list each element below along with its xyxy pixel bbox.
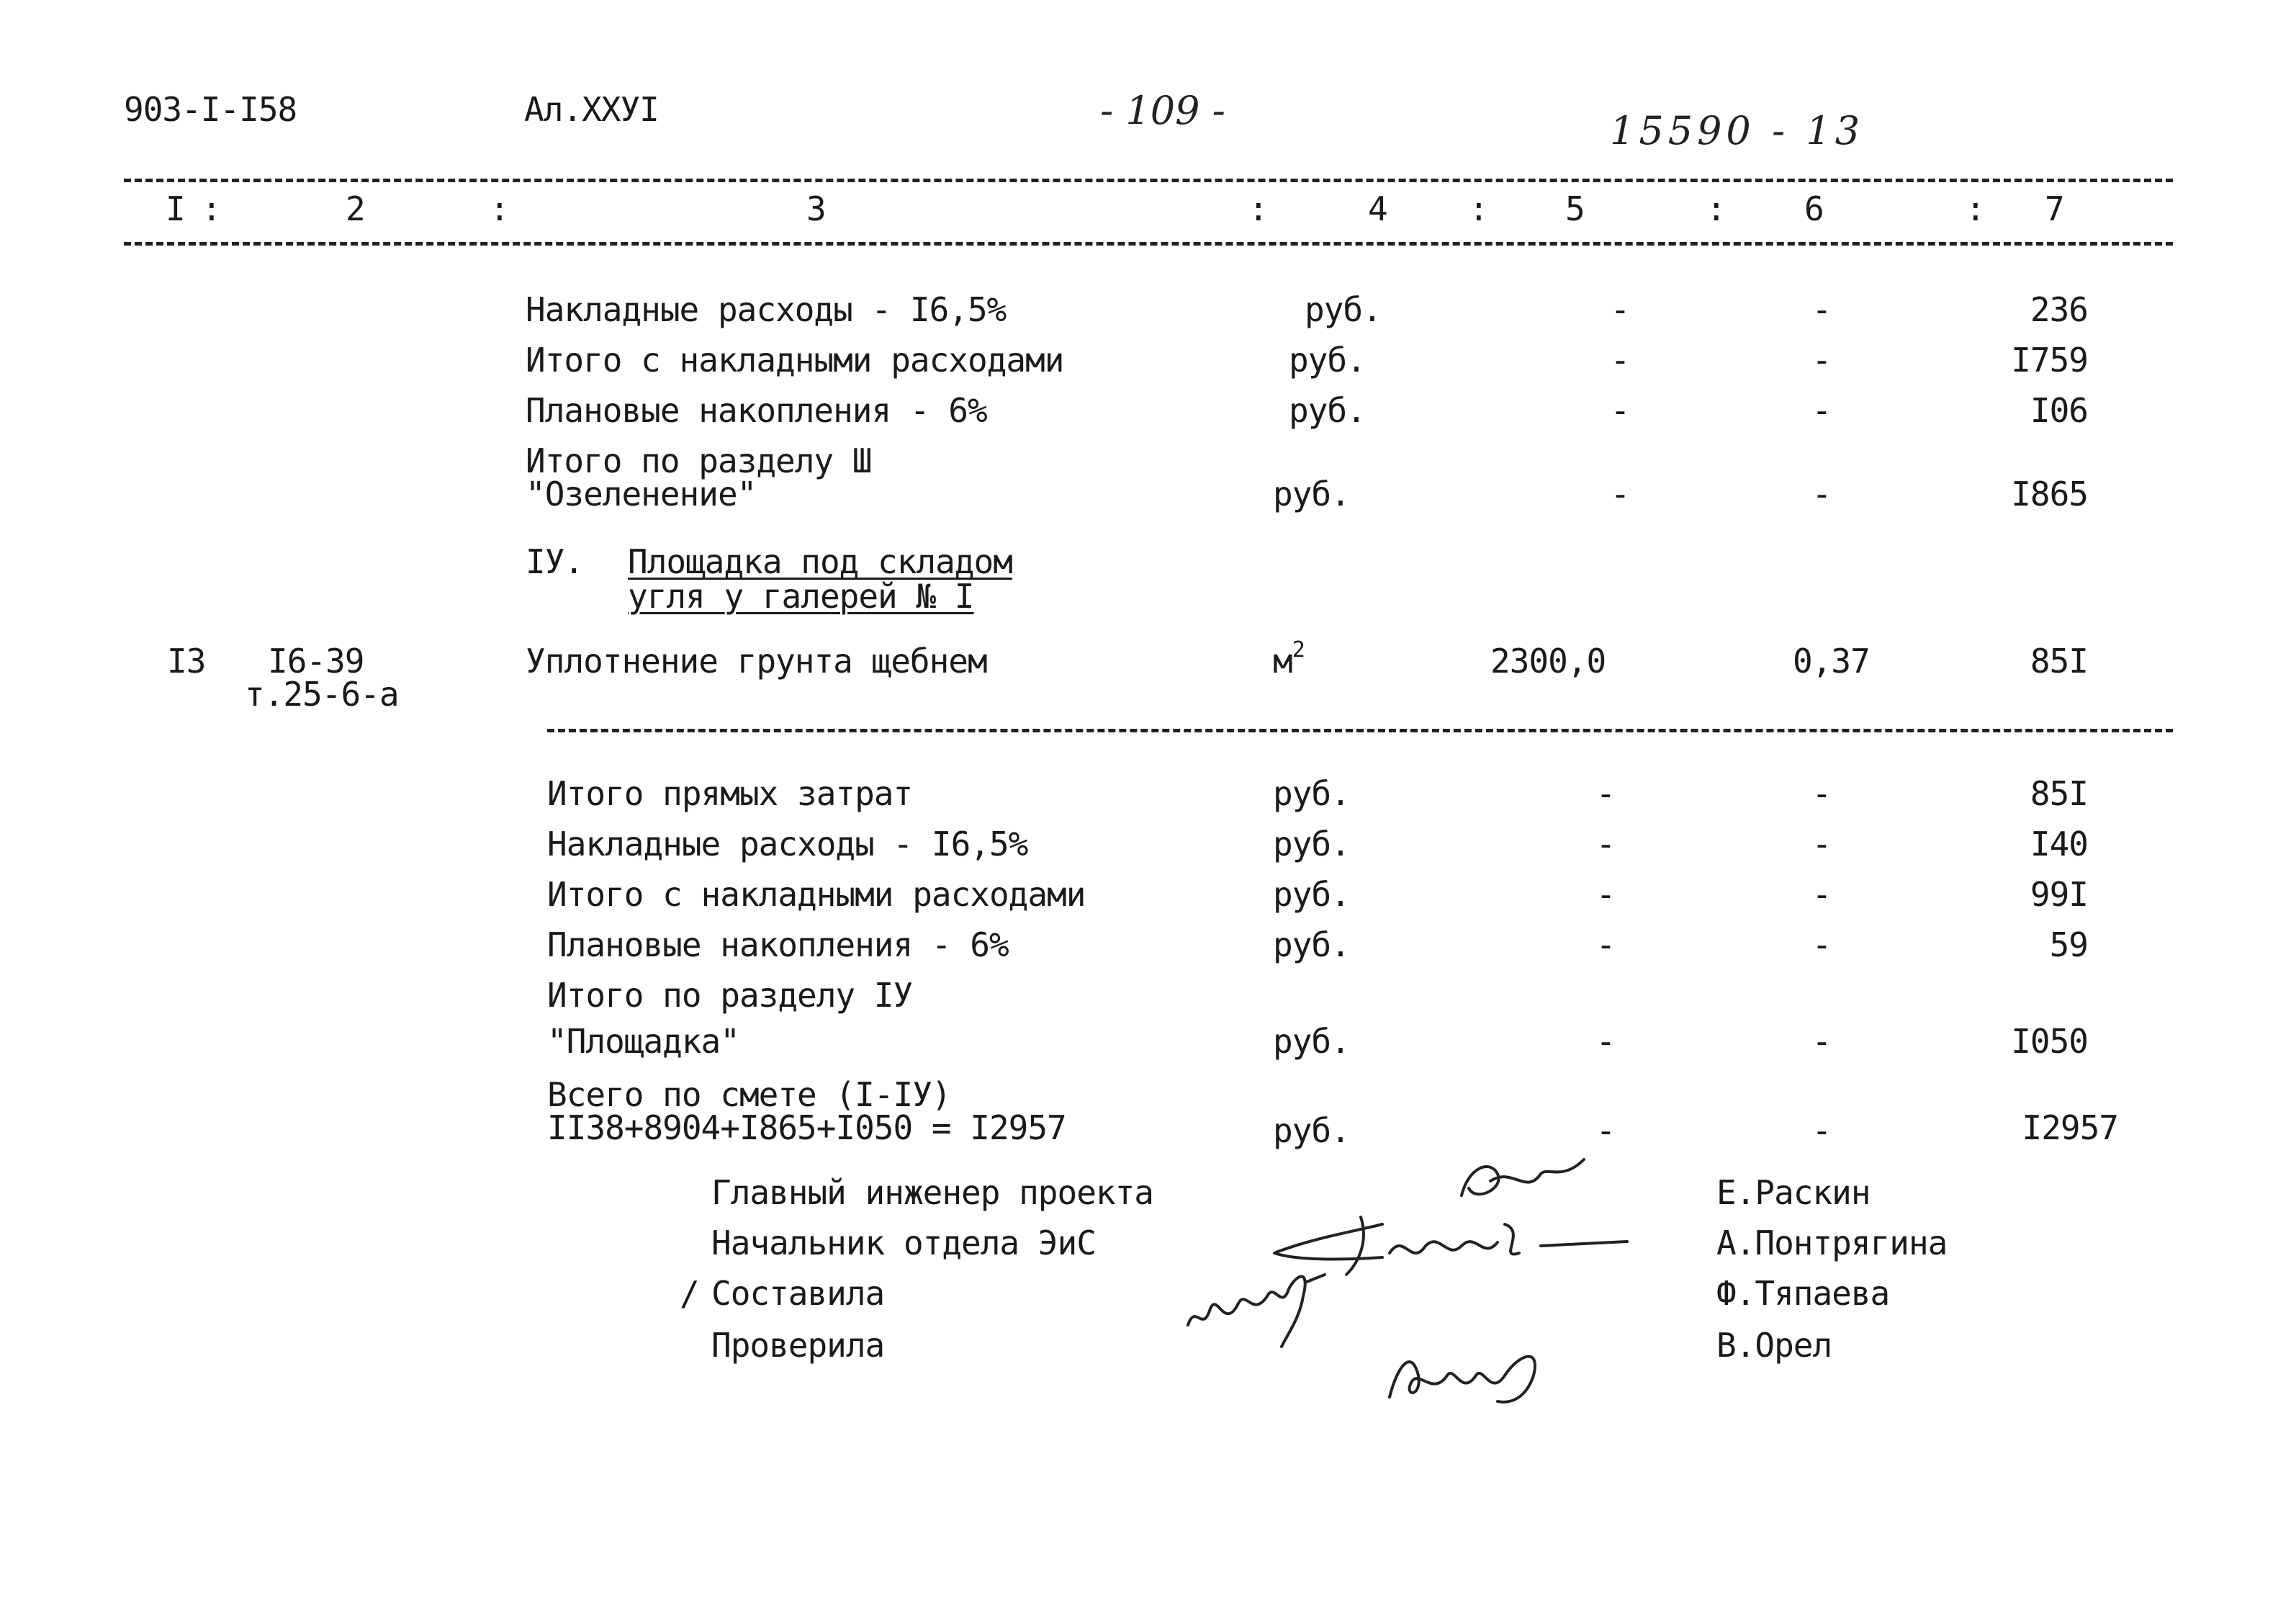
- row-price: -: [1811, 341, 1832, 380]
- signatory-name: А.Понтрягина: [1716, 1224, 1948, 1262]
- signatory-role: Проверила: [711, 1326, 885, 1365]
- col-1-header: I: [166, 189, 185, 228]
- grand-total-label: Всего по смете (I-IУ): [547, 1075, 951, 1114]
- section-total-label: Итого по разделу IУ: [547, 976, 913, 1015]
- row-price: -: [1811, 774, 1832, 813]
- col-7-header: 7: [2045, 189, 2064, 228]
- row-name: Итого прямых затрат: [547, 774, 913, 813]
- row-qty: -: [1595, 875, 1616, 914]
- row-unit: руб.: [1273, 825, 1350, 863]
- row-total: I759: [2011, 341, 2088, 380]
- row-qty: -: [1595, 1111, 1616, 1150]
- col-separator: :: [1469, 189, 1488, 228]
- col-separator: :: [1248, 189, 1268, 228]
- handwritten-code: 15590 - 13: [1610, 108, 1865, 153]
- section-number: IУ.: [526, 542, 584, 581]
- row-qty: -: [1610, 290, 1630, 329]
- row-name: Накладные расходы - I6,5%: [547, 825, 1028, 863]
- item-unit: [1273, 637, 1305, 681]
- signatory-role: Составила: [711, 1274, 885, 1313]
- col-3-header: 3: [806, 189, 826, 228]
- row-total: 99I: [2030, 875, 2088, 914]
- header-rule-bottom: [124, 242, 2173, 246]
- row-name: Накладные расходы - I6,5%: [526, 290, 1007, 329]
- section-title: Площадка под складом: [628, 542, 1012, 581]
- row-price: -: [1811, 391, 1832, 430]
- item-unit-base: м: [1273, 642, 1292, 681]
- section-total-name: "Площадка": [547, 1022, 739, 1061]
- row-price: -: [1811, 475, 1832, 513]
- row-price: -: [1811, 290, 1832, 329]
- header-rule-top: [124, 179, 2173, 182]
- row-total: 59: [2049, 925, 2088, 964]
- row-price: -: [1811, 1022, 1832, 1061]
- row-price: -: [1811, 1111, 1832, 1150]
- row-name: Плановые накопления - 6%: [547, 925, 1009, 964]
- signature-slash-mark: /: [680, 1274, 699, 1313]
- section-total-name: "Озеленение": [526, 475, 757, 513]
- row-price: -: [1811, 825, 1832, 863]
- row-price: -: [1811, 925, 1832, 964]
- row-unit: руб.: [1289, 391, 1366, 430]
- col-6-header: 6: [1804, 189, 1824, 228]
- row-name: Итого с накладными расходами: [526, 341, 1064, 380]
- col-separator: :: [202, 189, 221, 228]
- signature-reviewer: [1382, 1332, 1555, 1411]
- row-unit: руб.: [1273, 475, 1350, 513]
- signatory-name: Е.Раскин: [1716, 1173, 1870, 1212]
- row-unit: руб.: [1273, 1022, 1350, 1061]
- row-unit: руб.: [1273, 925, 1350, 964]
- signatory-name: В.Орел: [1716, 1326, 1832, 1365]
- signature-chief-engineer: [1447, 1152, 1591, 1217]
- row-qty: -: [1595, 825, 1616, 863]
- row-unit: руб.: [1305, 290, 1382, 329]
- doc-code: 903-I-I58: [124, 90, 297, 129]
- row-qty: -: [1610, 475, 1630, 513]
- item-number: I3: [167, 642, 206, 681]
- row-total: I050: [2011, 1022, 2088, 1061]
- col-separator: :: [490, 189, 509, 228]
- row-total: 236: [2030, 290, 2088, 329]
- row-qty: -: [1595, 774, 1616, 813]
- row-total: I865: [2011, 475, 2088, 513]
- section-total-label: Итого по разделу Ш: [526, 441, 872, 480]
- row-unit: руб.: [1289, 341, 1366, 380]
- signatory-name: Ф.Тяпаева: [1716, 1274, 1890, 1313]
- row-qty: -: [1610, 391, 1630, 430]
- item-price: 0,37: [1793, 642, 1870, 681]
- item-code: I6-39: [268, 642, 364, 681]
- row-qty: -: [1595, 925, 1616, 964]
- row-qty: -: [1610, 341, 1630, 380]
- row-total: I06: [2030, 391, 2088, 430]
- row-total: 85I: [2030, 774, 2088, 813]
- item-name: Уплотнение грунта щебнем: [526, 642, 987, 681]
- grand-total-formula: II38+8904+I865+I050 = I2957: [547, 1108, 1066, 1147]
- item-qty: 2300,0: [1490, 642, 1606, 681]
- col-separator: :: [1706, 189, 1726, 228]
- row-unit: руб.: [1273, 875, 1350, 914]
- row-unit: руб.: [1273, 1111, 1350, 1150]
- signatory-role: Главный инженер проекта: [711, 1173, 1153, 1212]
- item-code-table: т.25-6-а: [245, 675, 399, 714]
- row-name: Итого с накладными расходами: [547, 875, 1086, 914]
- signature-compiler: [1181, 1260, 1332, 1354]
- col-separator: :: [1966, 189, 1985, 228]
- signatory-role: Начальник отдела ЭиС: [711, 1224, 1096, 1262]
- page-number: - 109 -: [1100, 88, 1225, 133]
- item-unit-exponent: 2: [1292, 637, 1305, 663]
- divider-rule: [547, 729, 2173, 732]
- row-price: -: [1811, 875, 1832, 914]
- col-4-header: 4: [1368, 189, 1387, 228]
- grand-total-value: I2957: [2022, 1108, 2118, 1147]
- row-name: Плановые накопления - 6%: [526, 391, 987, 430]
- col-5-header: 5: [1565, 189, 1585, 228]
- row-unit: руб.: [1273, 774, 1350, 813]
- album-number: Ал.XXУI: [524, 90, 659, 129]
- item-total: 85I: [2030, 642, 2088, 681]
- row-qty: -: [1595, 1022, 1616, 1061]
- row-total: I40: [2030, 825, 2088, 863]
- col-2-header: 2: [346, 189, 365, 228]
- section-title: угля у галерей № I: [628, 577, 974, 616]
